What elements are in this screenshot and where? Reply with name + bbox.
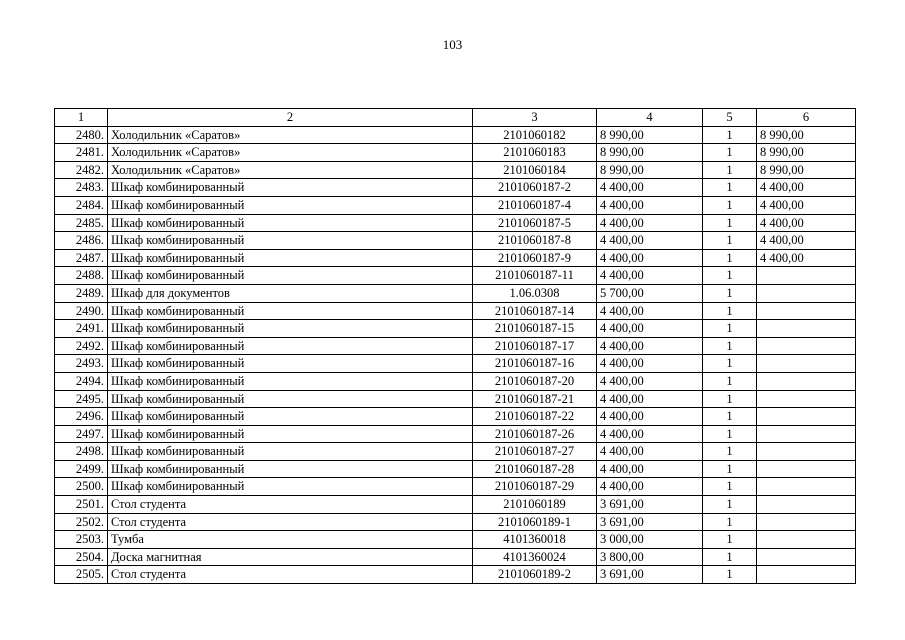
inventory-code-cell: 2101060187-14: [473, 302, 597, 320]
total-cell: [757, 284, 856, 302]
price-cell: 3 691,00: [597, 566, 703, 584]
total-cell: 4 400,00: [757, 249, 856, 267]
quantity-cell: 1: [703, 566, 757, 584]
row-number-cell: 2498.: [55, 443, 108, 461]
total-cell: 8 990,00: [757, 126, 856, 144]
row-number-cell: 2486.: [55, 232, 108, 250]
row-number-cell: 2493.: [55, 355, 108, 373]
quantity-cell: 1: [703, 302, 757, 320]
price-cell: 4 400,00: [597, 425, 703, 443]
item-name-cell: Шкаф комбинированный: [108, 196, 473, 214]
table-row: [55, 355, 856, 373]
quantity-cell: 1: [703, 408, 757, 426]
inventory-code-cell: 2101060187-11: [473, 267, 597, 285]
total-cell: [757, 320, 856, 338]
item-name-cell: Шкаф комбинированный: [108, 302, 473, 320]
row-number-cell: 2503.: [55, 531, 108, 549]
price-cell: 4 400,00: [597, 302, 703, 320]
table-row: [55, 284, 856, 302]
table-row: [55, 144, 856, 162]
table-row: [55, 267, 856, 285]
price-cell: 4 400,00: [597, 460, 703, 478]
inventory-code-cell: 2101060187-17: [473, 337, 597, 355]
item-name-cell: Стол студента: [108, 566, 473, 584]
price-cell: 4 400,00: [597, 355, 703, 373]
row-number-cell: 2501.: [55, 496, 108, 514]
row-number-cell: 2495.: [55, 390, 108, 408]
total-cell: 8 990,00: [757, 144, 856, 162]
total-cell: [757, 337, 856, 355]
row-number-cell: 2485.: [55, 214, 108, 232]
table-row: [55, 408, 856, 426]
inventory-code-cell: 2101060182: [473, 126, 597, 144]
table-row: [55, 161, 856, 179]
total-cell: [757, 566, 856, 584]
quantity-cell: 1: [703, 196, 757, 214]
table-row: [55, 531, 856, 549]
quantity-cell: 1: [703, 531, 757, 549]
item-name-cell: Холодильник «Саратов»: [108, 126, 473, 144]
inventory-code-cell: 4101360024: [473, 548, 597, 566]
quantity-cell: 1: [703, 232, 757, 250]
item-name-cell: Шкаф комбинированный: [108, 232, 473, 250]
quantity-cell: 1: [703, 214, 757, 232]
table-row: [55, 372, 856, 390]
quantity-cell: 1: [703, 144, 757, 162]
table-row: [55, 232, 856, 250]
item-name-cell: Стол студента: [108, 513, 473, 531]
inventory-code-cell: 2101060187-4: [473, 196, 597, 214]
quantity-cell: 1: [703, 548, 757, 566]
row-number-cell: 2504.: [55, 548, 108, 566]
inventory-code-cell: 2101060187-9: [473, 249, 597, 267]
item-name-cell: Стол студента: [108, 496, 473, 514]
price-cell: 5 700,00: [597, 284, 703, 302]
table-row: [55, 337, 856, 355]
row-number-cell: 2494.: [55, 372, 108, 390]
quantity-cell: 1: [703, 425, 757, 443]
price-cell: 4 400,00: [597, 179, 703, 197]
price-cell: 4 400,00: [597, 478, 703, 496]
row-number-cell: 2482.: [55, 161, 108, 179]
total-cell: [757, 267, 856, 285]
inventory-code-cell: 2101060187-29: [473, 478, 597, 496]
inventory-code-cell: 2101060183: [473, 144, 597, 162]
price-cell: 8 990,00: [597, 144, 703, 162]
total-cell: [757, 372, 856, 390]
column-header-6: 6: [757, 109, 856, 127]
inventory-code-cell: 2101060187-27: [473, 443, 597, 461]
row-number-cell: 2484.: [55, 196, 108, 214]
row-number-cell: 2487.: [55, 249, 108, 267]
total-cell: [757, 302, 856, 320]
row-number-cell: 2480.: [55, 126, 108, 144]
item-name-cell: Шкаф комбинированный: [108, 372, 473, 390]
quantity-cell: 1: [703, 284, 757, 302]
header-row: [55, 109, 856, 127]
table-row: [55, 496, 856, 514]
row-number-cell: 2499.: [55, 460, 108, 478]
item-name-cell: Шкаф комбинированный: [108, 179, 473, 197]
price-cell: 4 400,00: [597, 390, 703, 408]
item-name-cell: Шкаф комбинированный: [108, 320, 473, 338]
item-name-cell: Шкаф комбинированный: [108, 355, 473, 373]
total-cell: [757, 478, 856, 496]
item-name-cell: Шкаф комбинированный: [108, 443, 473, 461]
item-name-cell: Шкаф комбинированный: [108, 267, 473, 285]
total-cell: [757, 460, 856, 478]
column-header-5: 5: [703, 109, 757, 127]
quantity-cell: 1: [703, 496, 757, 514]
quantity-cell: 1: [703, 443, 757, 461]
table-body: [55, 126, 856, 583]
row-number-cell: 2492.: [55, 337, 108, 355]
table-row: [55, 302, 856, 320]
quantity-cell: 1: [703, 390, 757, 408]
table-row: [55, 126, 856, 144]
table-row: [55, 460, 856, 478]
row-number-cell: 2500.: [55, 478, 108, 496]
inventory-code-cell: 2101060184: [473, 161, 597, 179]
price-cell: 4 400,00: [597, 372, 703, 390]
quantity-cell: 1: [703, 320, 757, 338]
row-number-cell: 2489.: [55, 284, 108, 302]
total-cell: [757, 355, 856, 373]
inventory-code-cell: 2101060189-1: [473, 513, 597, 531]
quantity-cell: 1: [703, 372, 757, 390]
price-cell: 4 400,00: [597, 249, 703, 267]
table-header: [55, 109, 856, 127]
table-row: [55, 548, 856, 566]
column-header-3: 3: [473, 109, 597, 127]
row-number-cell: 2496.: [55, 408, 108, 426]
price-cell: 4 400,00: [597, 443, 703, 461]
item-name-cell: Шкаф комбинированный: [108, 390, 473, 408]
item-name-cell: Холодильник «Саратов»: [108, 144, 473, 162]
total-cell: [757, 513, 856, 531]
total-cell: [757, 425, 856, 443]
inventory-table: [54, 108, 856, 584]
table-row: [55, 390, 856, 408]
inventory-code-cell: 2101060189: [473, 496, 597, 514]
quantity-cell: 1: [703, 355, 757, 373]
column-header-4: 4: [597, 109, 703, 127]
quantity-cell: 1: [703, 513, 757, 531]
inventory-code-cell: 2101060187-2: [473, 179, 597, 197]
row-number-cell: 2481.: [55, 144, 108, 162]
table-row: [55, 566, 856, 584]
item-name-cell: Шкаф комбинированный: [108, 478, 473, 496]
quantity-cell: 1: [703, 179, 757, 197]
price-cell: 4 400,00: [597, 267, 703, 285]
price-cell: 3 800,00: [597, 548, 703, 566]
price-cell: 3 691,00: [597, 513, 703, 531]
total-cell: 4 400,00: [757, 232, 856, 250]
inventory-code-cell: 2101060187-28: [473, 460, 597, 478]
quantity-cell: 1: [703, 478, 757, 496]
inventory-code-cell: 2101060187-16: [473, 355, 597, 373]
total-cell: [757, 548, 856, 566]
quantity-cell: 1: [703, 460, 757, 478]
column-header-1: 1: [55, 109, 108, 127]
price-cell: 4 400,00: [597, 232, 703, 250]
row-number-cell: 2491.: [55, 320, 108, 338]
price-cell: 8 990,00: [597, 161, 703, 179]
total-cell: 8 990,00: [757, 161, 856, 179]
quantity-cell: 1: [703, 161, 757, 179]
row-number-cell: 2488.: [55, 267, 108, 285]
inventory-code-cell: 4101360018: [473, 531, 597, 549]
total-cell: [757, 443, 856, 461]
quantity-cell: 1: [703, 249, 757, 267]
table-row: [55, 179, 856, 197]
table-row: [55, 513, 856, 531]
item-name-cell: Шкаф комбинированный: [108, 214, 473, 232]
item-name-cell: Шкаф для документов: [108, 284, 473, 302]
quantity-cell: 1: [703, 267, 757, 285]
table-row: [55, 478, 856, 496]
price-cell: 8 990,00: [597, 126, 703, 144]
item-name-cell: Доска магнитная: [108, 548, 473, 566]
inventory-code-cell: 2101060187-5: [473, 214, 597, 232]
inventory-code-cell: 2101060187-21: [473, 390, 597, 408]
row-number-cell: 2502.: [55, 513, 108, 531]
inventory-code-cell: 2101060187-15: [473, 320, 597, 338]
row-number-cell: 2505.: [55, 566, 108, 584]
total-cell: 4 400,00: [757, 214, 856, 232]
page-number: 103: [442, 37, 463, 52]
price-cell: 3 691,00: [597, 496, 703, 514]
inventory-code-cell: 2101060187-20: [473, 372, 597, 390]
item-name-cell: Шкаф комбинированный: [108, 337, 473, 355]
item-name-cell: Шкаф комбинированный: [108, 425, 473, 443]
total-cell: 4 400,00: [757, 196, 856, 214]
item-name-cell: Шкаф комбинированный: [108, 460, 473, 478]
price-cell: 4 400,00: [597, 214, 703, 232]
price-cell: 4 400,00: [597, 337, 703, 355]
item-name-cell: Холодильник «Саратов»: [108, 161, 473, 179]
table-row: [55, 249, 856, 267]
item-name-cell: Шкаф комбинированный: [108, 408, 473, 426]
row-number-cell: 2490.: [55, 302, 108, 320]
price-cell: 3 000,00: [597, 531, 703, 549]
inventory-code-cell: 1.06.0308: [473, 284, 597, 302]
inventory-code-cell: 2101060187-22: [473, 408, 597, 426]
total-cell: [757, 496, 856, 514]
quantity-cell: 1: [703, 126, 757, 144]
inventory-code-cell: 2101060187-26: [473, 425, 597, 443]
table-row: [55, 425, 856, 443]
total-cell: [757, 408, 856, 426]
price-cell: 4 400,00: [597, 320, 703, 338]
item-name-cell: Шкаф комбинированный: [108, 249, 473, 267]
inventory-code-cell: 2101060189-2: [473, 566, 597, 584]
total-cell: [757, 531, 856, 549]
column-header-2: 2: [108, 109, 473, 127]
total-cell: 4 400,00: [757, 179, 856, 197]
item-name-cell: Тумба: [108, 531, 473, 549]
price-cell: 4 400,00: [597, 196, 703, 214]
table-row: [55, 196, 856, 214]
row-number-cell: 2497.: [55, 425, 108, 443]
price-cell: 4 400,00: [597, 408, 703, 426]
table-row: [55, 443, 856, 461]
total-cell: [757, 390, 856, 408]
table-row: [55, 214, 856, 232]
row-number-cell: 2483.: [55, 179, 108, 197]
table-row: [55, 320, 856, 338]
inventory-code-cell: 2101060187-8: [473, 232, 597, 250]
quantity-cell: 1: [703, 337, 757, 355]
